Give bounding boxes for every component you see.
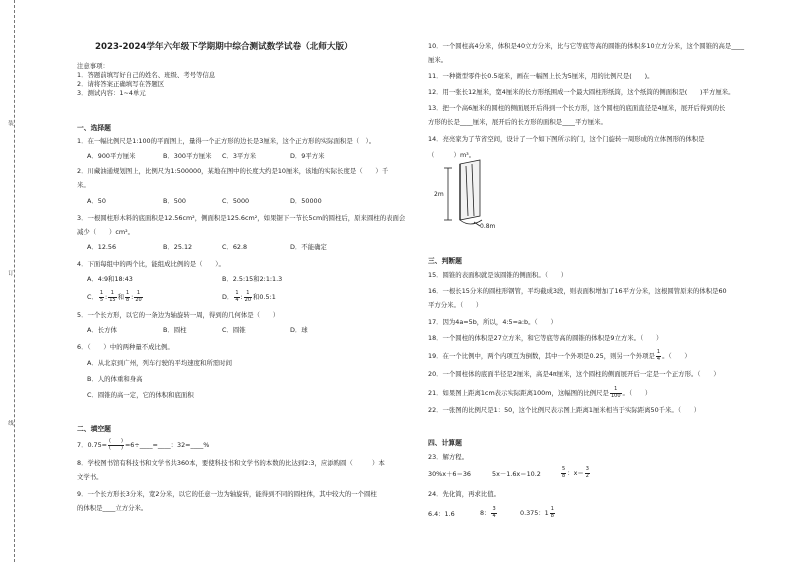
q6-opt: B．人的体重和身高 [87,375,143,383]
q12-text: 12．用一张长12厘米，宽4厘米的长方形纸围成一个最大圆柱形纸筒，这个纸筒的侧面积是( )平方厘米。 [428,88,735,96]
q14-text: 14．亮亮家为了节省空间，设计了一个如下图所示的门，这个门旋转一周形成的立体图形的体积是 [428,135,705,143]
section-calc: 四、计算题 [428,439,462,447]
q22-text: 22．一张图的比例尺是1：50，这个比例尺表示图上距离1厘米相当于实际距离50千米。（ ） [428,406,701,414]
q9-text-cont: 的体积是____立方分米。 [77,504,148,512]
q24-e1: 6.4：1.6 [428,510,455,518]
q3-text: 3．一根圆柱形木料的底面积是12.56cm²，侧面积是125.6cm²，如果锯下一节长5cm的圆柱后，原来圆柱的表面会 [77,214,406,222]
q1-opt: D．9平方米 [290,152,325,160]
q2-opt: D．50000 [290,197,322,205]
q15-text: 15．圆锥的表面积就是该圆锥的侧面积。（ ） [428,271,568,279]
q23-text: 23．解方程。 [428,453,469,461]
q21-text: 21．如果图上距离1cm表示实际距离100m，这幅图的比例尺是 $\frac{1}{100}$ 。（ ） [428,386,652,399]
q2-text-cont: 米。 [77,181,90,189]
q7-text: 7．0.75= $\frac{( )}{( )}$ =6÷____=____：32=____% [77,438,210,451]
right-column [420,0,794,562]
notes-item: 3．测试内容：1~4单元 [77,89,146,97]
q4-opt-a: A．4:9和18:43 [87,275,133,283]
q6-text: 6．（ ）中的两种量不成比例。 [77,343,174,351]
q3-opt: B．25.12 [163,243,193,251]
q16-text-cont: 平方分米。（ ） [428,301,483,309]
q5-opt: A．长方体 [87,326,117,334]
q10-text-cont: 厘米。 [428,56,448,64]
q24-text: 24．先化简，再求比值。 [428,490,501,498]
q1-opt: C．3平方米 [222,152,257,160]
q4-opt-d: D． $\frac{1}{4}$ : $\frac{1}{20}$ 和0.5:1 [222,290,276,303]
q6-opt: C．圆锥的高一定，它的体积和底面积 [87,391,194,399]
section-fill: 二、填空题 [77,425,111,433]
door-diagram [430,158,500,230]
q13-text: 13．把一个高6厘米的圆柱的侧面展开后得到一个长方形，这个圆柱的底面直径是4厘米，展开后得到的长 [428,104,726,112]
q8-text: 8．学校图书馆有科技书和文学书共360本，要使科技书和文学书的本数的比达到2:3，应添购圆（ ）本 [77,459,385,467]
q4-opt-b: B．2.5:15和2:1:1.3 [222,275,283,283]
q24-e3: 0.375：1 $\frac{1}{8}$ [520,506,554,519]
q10-text: 10．一个圆柱高4分米，体积是40立方分米，比与它等底等高的圆锥的体积多10立方分米，这个圆锥的高是____ [428,42,745,50]
q2-opt: C．5000 [222,197,250,205]
q14-text-cont: （ ）m³。 [428,151,476,159]
q19-text: 19．在一个比例中，两个内项互为倒数，其中一个外项是0.25，则另一个外项是 $\frac{1}{4}$ 。（ ） [428,349,691,362]
q3-opt: C．62.8 [222,243,248,251]
q1-opt: B．300平方厘米 [163,152,212,160]
q5-opt: D．球 [290,326,308,334]
door-width-label: 0.8m [480,223,496,230]
q1-opt: A．900平方厘米 [87,152,136,160]
q2-opt: A．50 [87,197,106,205]
q3-opt: A．12.56 [87,243,117,251]
q8-text-cont: 文学书。 [77,473,103,481]
q5-opt: C．圆锥 [222,326,246,334]
q5-opt: B．圆柱 [163,326,187,334]
q24-e2: 8： $\frac{3}{4}$ [480,506,496,519]
page-title: 2023-2024学年六年级下学期期中综合测试数学试卷（北师大版） [95,42,353,52]
section-choice: 一、选择题 [77,124,111,132]
binding-label-3: 线 [7,420,13,426]
q23-eq2: 5x－1.6x＝10.2 [492,470,541,478]
q23-eq3: $\frac{5}{8}$ ：x＝ $\frac{3}{2}$ [562,466,589,479]
notes-heading: 注意事项： [77,62,109,70]
q23-eq1: 30%x＋6＝36 [428,470,471,478]
q9-text: 9．一个长方形长3分米，宽2分米，以它的任意一边为轴旋转，能得到不同的圆柱体，其中较大的一个圆柱 [77,490,377,498]
q20-text: 20．一个圆柱体的底面半径是2厘米，高是4π厘米，这个圆柱的侧面展开后一定是一个正方形。（ ） [428,370,720,378]
binding-label-2: 订 [7,270,13,276]
q17-text: 17．因为4a=5b，所以，4:5=a:b。（ ） [428,318,557,326]
q2-opt: B．500 [163,197,186,205]
q13-text-cont: 方形的长是____厘米，展开后的长方形的面积是____平方厘米。 [428,118,607,126]
q1-text: 1．在一幅比例尺是1:100的平面图上，量得一个正方形的边长是3厘米，这个正方形的实际面积是（ ）。 [77,137,376,145]
door-height-label: 2m [434,191,444,198]
q3-opt: D．不能确定 [290,243,327,251]
q11-text: 11．一种微型零件长0.5毫米，画在一幅图上长为5厘米，用的比例尺是( )。 [428,72,654,80]
section-judge: 三、判断题 [428,257,462,265]
q16-text: 16．一根长15分米的圆柱形钢管，平均截成3段，则表面积增加了16平方分米，这根圆管原来的体积是60 [428,287,727,295]
binding-label-1: 装 [7,120,13,126]
notes-item: 2．请将答案正确填写在答题区 [77,80,165,88]
q3-text-cont: 减少（ ）cm²。 [77,228,135,236]
q4-text: 4．下面每组中的两个比，能组成比例的是（ ）。 [77,260,225,268]
q4-opt-c: C． $\frac{1}{5}$ : $\frac{1}{15}$ 和 $\frac{1}{8}$ : $\frac{1}{20}$ [87,290,142,303]
notes-item: 1．答题前填写好自己的姓名、班级、考号等信息 [77,71,216,79]
q2-text: 2．川藏油通规划图上，比例尺为1:500000，某地在图中的长度大约是10厘米，该地的实际长度是（ ）千 [77,167,389,175]
q18-text: 18．一个圆柱的体积是27立方米，和它等底等高的圆锥的体积是9立方米。（ ） [428,334,663,342]
q5-text: 5．一个长方形，以它的一条边为轴旋转一周，得到的几何体是（ ） [77,311,280,319]
q6-opt: A．从北京到广州，列车行驶的平均速度和所需时间 [87,359,232,367]
